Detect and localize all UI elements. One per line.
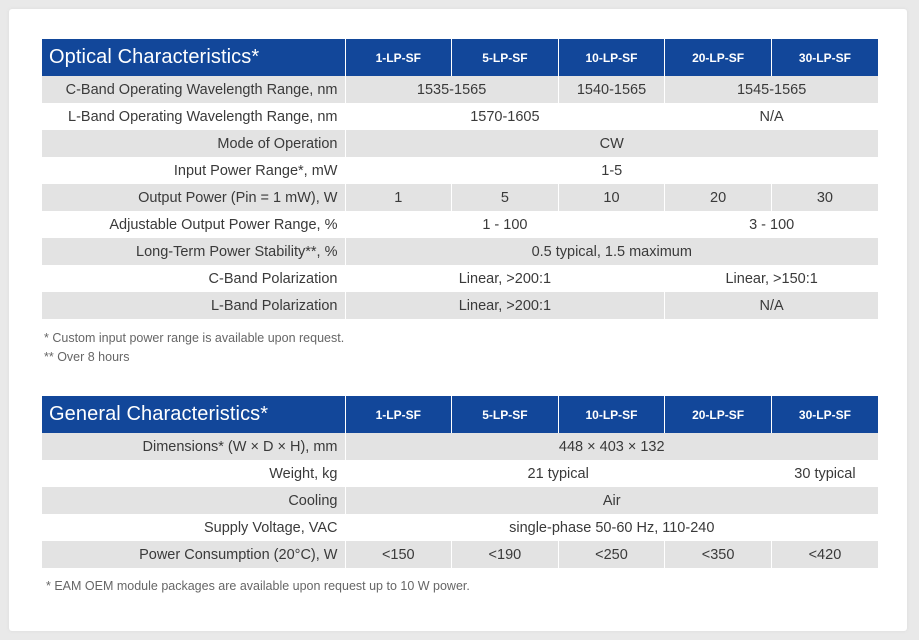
general-table-title: General Characteristics*	[42, 396, 345, 433]
cell-value: Air	[345, 487, 878, 514]
row-label: C-Band Polarization	[42, 265, 345, 292]
footnote-over-8-hours: ** Over 8 hours	[44, 350, 130, 364]
cell-value: <150	[345, 541, 452, 568]
row-label: Mode of Operation	[42, 130, 345, 157]
cell-value: <250	[558, 541, 665, 568]
model-header-30-lp-sf: 30-LP-SF	[771, 39, 878, 76]
table-row	[42, 130, 878, 157]
cell-value: 5	[452, 184, 559, 211]
row-label: Supply Voltage, VAC	[42, 514, 345, 541]
row-label: C-Band Operating Wavelength Range, nm	[42, 76, 345, 103]
optical-table-title: Optical Characteristics*	[42, 39, 345, 76]
cell-value: 1540-1565	[558, 76, 665, 103]
cell-value: single-phase 50-60 Hz, 110-240	[345, 514, 878, 541]
cell-value: 0.5 typical, 1.5 maximum	[345, 238, 878, 265]
row-label: Weight, kg	[42, 460, 345, 487]
cell-value: <350	[665, 541, 772, 568]
table-row	[42, 211, 878, 238]
cell-value: 1	[345, 184, 452, 211]
cell-value: 20	[665, 184, 772, 211]
table-row	[42, 514, 878, 541]
cell-value: CW	[345, 130, 878, 157]
row-label: Cooling	[42, 487, 345, 514]
cell-value: N/A	[665, 103, 878, 130]
cell-value: 1 - 100	[345, 211, 665, 238]
model-header-1-lp-sf: 1-LP-SF	[345, 396, 452, 433]
row-label: Adjustable Output Power Range, %	[42, 211, 345, 238]
footnote-custom-input: * Custom input power range is available upon request.	[44, 331, 345, 345]
model-header-10-lp-sf: 10-LP-SF	[558, 396, 665, 433]
table-row	[42, 265, 878, 292]
model-header-20-lp-sf: 20-LP-SF	[665, 396, 772, 433]
table-row	[42, 541, 878, 568]
cell-value: 1535-1565	[345, 76, 558, 103]
table-row	[42, 238, 878, 265]
table-row	[42, 292, 878, 319]
optical-characteristics-table	[42, 39, 878, 319]
cell-value: 1-5	[345, 157, 878, 184]
cell-value: 30 typical	[771, 460, 878, 487]
row-label: Output Power (Pin = 1 mW), W	[42, 184, 345, 211]
row-label: L-Band Polarization	[42, 292, 345, 319]
table-row	[42, 460, 878, 487]
table-row	[42, 76, 878, 103]
table-row	[42, 433, 878, 460]
cell-value: <190	[452, 541, 559, 568]
cell-value: Linear, >200:1	[345, 292, 665, 319]
cell-value: N/A	[665, 292, 878, 319]
row-label: Dimensions* (W × D × H), mm	[42, 433, 345, 460]
cell-value: 30	[771, 184, 878, 211]
table-row	[42, 487, 878, 514]
model-header-30-lp-sf: 30-LP-SF	[771, 396, 878, 433]
cell-value: 1545-1565	[665, 76, 878, 103]
model-header-10-lp-sf: 10-LP-SF	[558, 39, 665, 76]
optical-header-row	[42, 39, 878, 76]
cell-value: 448 × 403 × 132	[345, 433, 878, 460]
table-row	[42, 157, 878, 184]
table-row	[42, 184, 878, 211]
row-label: Long-Term Power Stability**, %	[42, 238, 345, 265]
cell-value: 3 - 100	[665, 211, 878, 238]
model-header-5-lp-sf: 5-LP-SF	[452, 39, 559, 76]
cell-value: 21 typical	[345, 460, 771, 487]
cell-value: Linear, >200:1	[345, 265, 665, 292]
model-header-20-lp-sf: 20-LP-SF	[665, 39, 772, 76]
row-label: Power Consumption (20°C), W	[42, 541, 345, 568]
table-row	[42, 103, 878, 130]
row-label: L-Band Operating Wavelength Range, nm	[42, 103, 345, 130]
general-header-row	[42, 396, 878, 433]
row-label: Input Power Range*, mW	[42, 157, 345, 184]
cell-value: Linear, >150:1	[665, 265, 878, 292]
general-characteristics-table	[42, 396, 878, 568]
cell-value: <420	[771, 541, 878, 568]
model-header-1-lp-sf: 1-LP-SF	[345, 39, 452, 76]
cell-value: 1570-1605	[345, 103, 665, 130]
model-header-5-lp-sf: 5-LP-SF	[452, 396, 559, 433]
footnote-eam-oem: * EAM OEM module packages are available upon request up to 10 W power.	[46, 579, 470, 593]
cell-value: 10	[558, 184, 665, 211]
